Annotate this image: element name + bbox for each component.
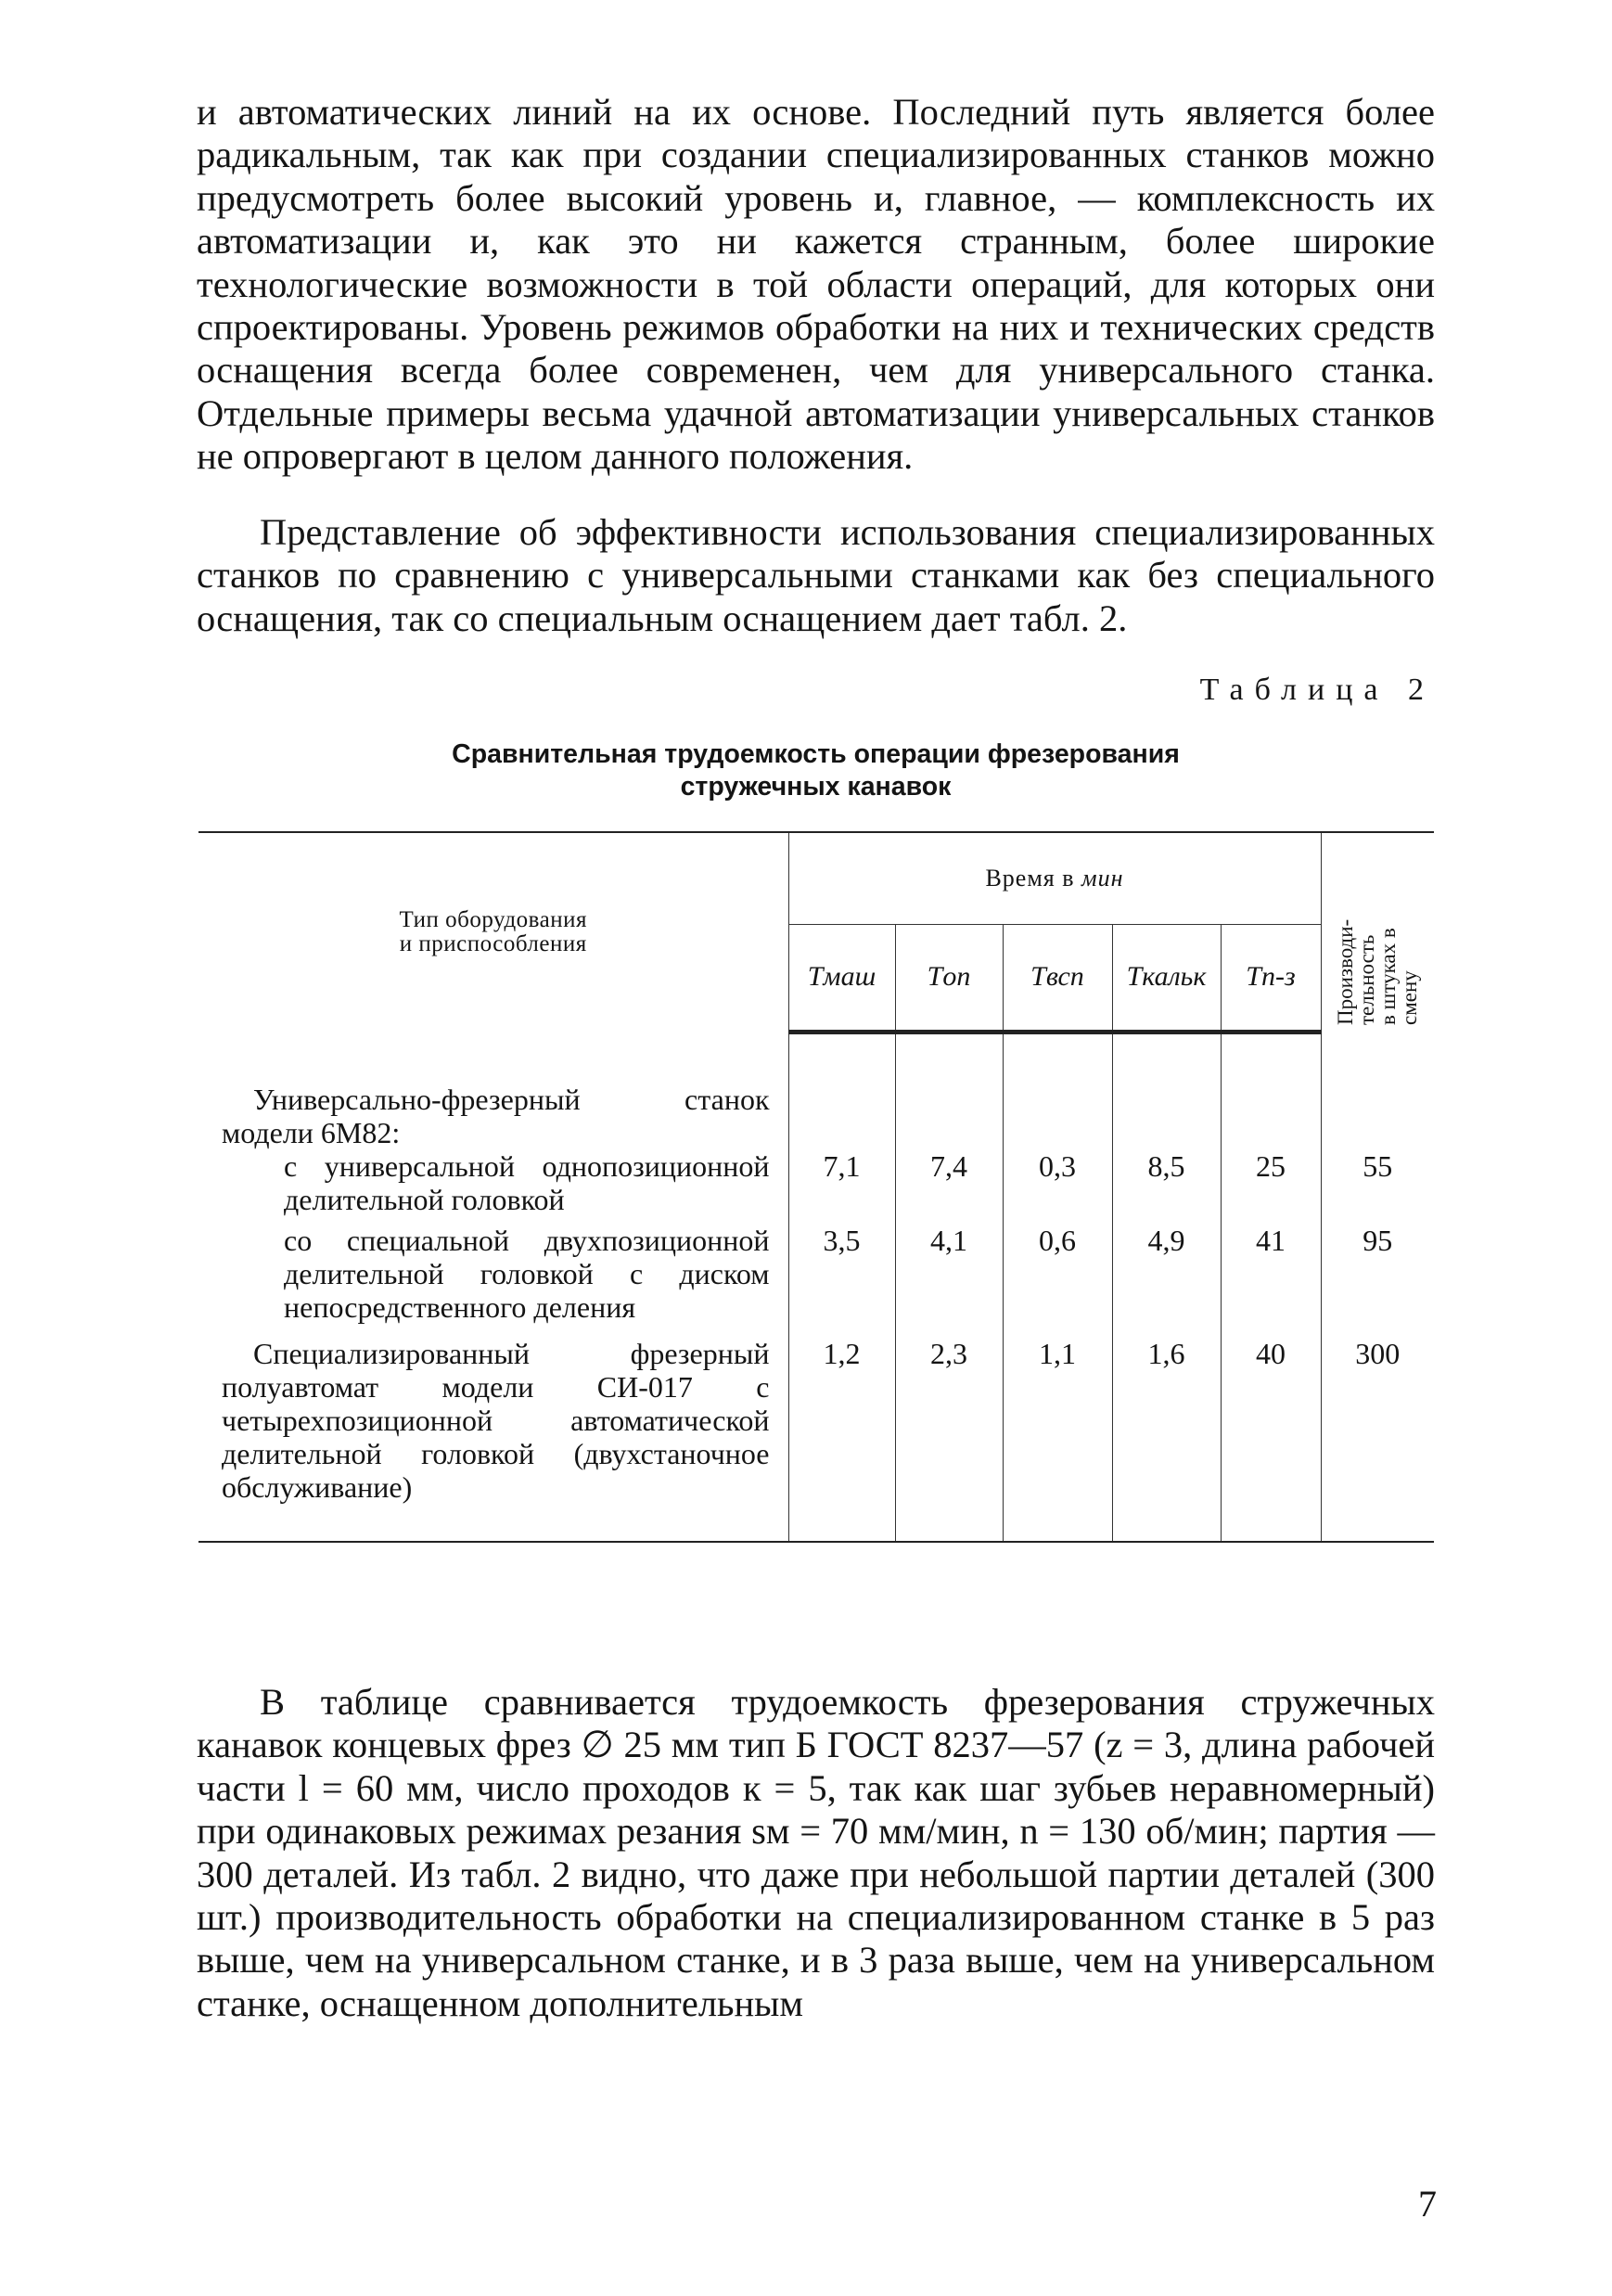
- header-t-pz: Tп-з: [1221, 925, 1321, 1032]
- cell-t-mash: 3,5: [788, 1224, 895, 1337]
- cell-t-pz: 41: [1221, 1224, 1321, 1337]
- table-row: [198, 1224, 1434, 1337]
- row-desc-universal-machine: Универсально-фрезерный станок модели 6М82:: [198, 1083, 788, 1149]
- table-title-line-2: стружечных канавок: [680, 772, 952, 802]
- header-t-vsp: Tвсп: [1003, 925, 1112, 1032]
- header-time-unit: мин: [1081, 865, 1124, 892]
- header-equipment-type-line-1: Тип оборудования: [399, 907, 588, 932]
- cell-t-vsp: 1,1: [1003, 1337, 1112, 1504]
- header-productivity-line-1: Производи-: [1334, 918, 1358, 1025]
- cell-t-mash: 1,2: [788, 1337, 895, 1504]
- header-productivity: [1321, 832, 1434, 1032]
- header-time-group: [788, 832, 1321, 925]
- header-time-label: Время в: [985, 865, 1075, 892]
- header-productivity-line-2: тельность: [1355, 934, 1379, 1025]
- table-row: [198, 1149, 1434, 1224]
- header-equipment-type-line-2: и приспособления: [399, 931, 587, 956]
- cell-t-mash: 7,1: [788, 1149, 895, 1224]
- cell-t-vsp: 0,6: [1003, 1224, 1112, 1337]
- cell-t-kalk: 1,6: [1112, 1337, 1221, 1504]
- table-label: Таблица 2: [1199, 673, 1435, 707]
- paragraph-intro: и автоматических линий на их основе. Последний путь является более радикальным, так как при создании специализированных станков можно предусмотреть более высокий уровень и, главное, — комплексность их автоматизации и, как это ни кажется странным, более широкие технологические возможности в той области операций, для которых они спроектированы. Уровень режимов обработки на них и технических средств оснащения всегда более современен, чем для универсального станка. Отдельные примеры весьма удачной автоматизации универсальных станков не опровергают в целом данного положения.: [197, 91, 1435, 478]
- header-t-kalk: Tкальк: [1112, 925, 1221, 1032]
- cell-t-op: 2,3: [895, 1337, 1003, 1504]
- cell-t-pz: 40: [1221, 1337, 1321, 1504]
- header-equipment-type: [198, 832, 788, 1032]
- cell-t-pz: 25: [1221, 1149, 1321, 1224]
- row-desc-specialized-semiautomat: Специализированный фрезерный полуавтомат модели СИ-017 с четырехпозиционной автоматической делительной головкой (двухстаночное обслуживание): [198, 1337, 788, 1504]
- page-number: 7: [1418, 2183, 1437, 2225]
- table-row: [198, 1337, 1434, 1504]
- cell-productivity: 95: [1363, 1223, 1393, 1257]
- header-productivity-rotated: [1335, 840, 1420, 1025]
- header-productivity-line-4: смену: [1398, 970, 1422, 1025]
- cell-t-op: 4,1: [895, 1224, 1003, 1337]
- table-row: [198, 1083, 1434, 1149]
- cell-t-kalk: 8,5: [1112, 1149, 1221, 1224]
- table-spacer-row: [198, 1032, 1434, 1083]
- header-t-mash: Tмаш: [788, 925, 895, 1032]
- table-title: [197, 738, 1435, 803]
- cell-t-kalk: 4,9: [1112, 1224, 1221, 1337]
- row-desc-two-position-head: со специальной двухпозиционной делительной головкой с диском непосредственного деления: [198, 1224, 788, 1337]
- header-t-op: Tоп: [895, 925, 1003, 1032]
- row-desc-single-position-head: с универсальной однопозиционной делительной головкой: [198, 1149, 788, 1224]
- cell-productivity: 55: [1363, 1148, 1393, 1183]
- table-end-row: [198, 1504, 1434, 1542]
- cell-productivity: 300: [1355, 1336, 1401, 1370]
- table-title-line-1: Сравнительная трудоемкость операции фрезерования: [452, 739, 1180, 769]
- cell-t-vsp: 0,3: [1003, 1149, 1112, 1224]
- cell-t-op: 7,4: [895, 1149, 1003, 1224]
- paragraph-table-discussion: В таблице сравнивается трудоемкость фрезерования стружечных канавок концевых фрез ∅ 25 мм тип Б ГОСТ 8237—57 (z = 3, длина рабочей части l = 60 мм, число проходов к = 5, так как шаг зубьев неравномерный) при одинаковых режимах резания sм = 70 мм/мин, n = 130 об/мин; партия — 300 деталей. Из табл. 2 видно, что даже при небольшой партии деталей (300 шт.) производительность обработки на специализированном станке в 5 раз выше, чем на универсальном станке, и в 3 раза выше, чем на универсальном станке, оснащенном дополнительным: [197, 1681, 1435, 2024]
- header-productivity-line-3: в штуках в: [1376, 928, 1401, 1025]
- comparison-table: [198, 831, 1434, 1543]
- paragraph-table-reference: Представление об эффективности использования специализированных станков по сравнению с универсальными станками как без специального оснащения, так со специальным оснащением дает табл. 2.: [197, 511, 1435, 639]
